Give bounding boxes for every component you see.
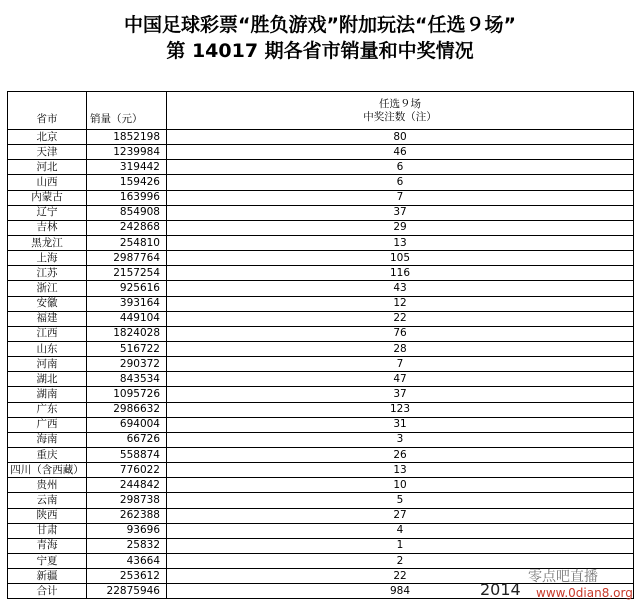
cell-sales: 843534 bbox=[87, 372, 167, 387]
cell-winners: 7 bbox=[167, 190, 634, 205]
cell-province: 云南 bbox=[8, 493, 87, 508]
table-row bbox=[8, 402, 634, 417]
cell-province: 吉林 bbox=[8, 220, 87, 235]
cell-sales: 694004 bbox=[87, 417, 167, 432]
cell-sales: 1824028 bbox=[87, 326, 167, 341]
cell-winners: 22 bbox=[167, 569, 634, 584]
cell-winners: 28 bbox=[167, 341, 634, 356]
title-line-2: 第 14017 期各省市销量和中奖情况 bbox=[166, 40, 474, 62]
cell-sales: 43664 bbox=[87, 553, 167, 568]
cell-province: 湖南 bbox=[8, 387, 87, 402]
table-row bbox=[8, 478, 634, 493]
table-row bbox=[8, 432, 634, 447]
cell-sales: 298738 bbox=[87, 493, 167, 508]
cell-province: 湖北 bbox=[8, 372, 87, 387]
table-row bbox=[8, 190, 634, 205]
cell-winners: 29 bbox=[167, 220, 634, 235]
table-row bbox=[8, 281, 634, 296]
cell-sales: 449104 bbox=[87, 311, 167, 326]
table-row bbox=[8, 205, 634, 220]
cell-sales: 854908 bbox=[87, 205, 167, 220]
table-row bbox=[8, 357, 634, 372]
table-row bbox=[8, 235, 634, 250]
header-renxuan-line1: 任选９场 bbox=[379, 97, 421, 110]
header-renxuan-line2: 中奖注数（注） bbox=[363, 110, 437, 123]
cell-province: 青海 bbox=[8, 538, 87, 553]
table-row bbox=[8, 160, 634, 175]
cell-province: 合计 bbox=[8, 584, 87, 599]
cell-province: 黑龙江 bbox=[8, 235, 87, 250]
table-row bbox=[8, 417, 634, 432]
cell-winners: 105 bbox=[167, 251, 634, 266]
cell-province: 陕西 bbox=[8, 508, 87, 523]
cell-winners: 37 bbox=[167, 387, 634, 402]
cell-sales: 516722 bbox=[87, 341, 167, 356]
table-row bbox=[8, 387, 634, 402]
cell-sales: 1239984 bbox=[87, 145, 167, 160]
cell-winners: 80 bbox=[167, 130, 634, 145]
table-row bbox=[8, 296, 634, 311]
table-row bbox=[8, 447, 634, 462]
cell-winners: 6 bbox=[167, 160, 634, 175]
cell-province: 四川（含西藏） bbox=[8, 463, 87, 478]
cell-sales: 93696 bbox=[87, 523, 167, 538]
cell-sales: 253612 bbox=[87, 569, 167, 584]
cell-sales: 1852198 bbox=[87, 130, 167, 145]
cell-province: 福建 bbox=[8, 311, 87, 326]
table-row bbox=[8, 251, 634, 266]
date-text: 2014 bbox=[480, 580, 521, 599]
cell-province: 上海 bbox=[8, 251, 87, 266]
cell-winners: 76 bbox=[167, 326, 634, 341]
cell-winners: 4 bbox=[167, 523, 634, 538]
cell-province: 广西 bbox=[8, 417, 87, 432]
cell-province: 江苏 bbox=[8, 266, 87, 281]
cell-sales: 393164 bbox=[87, 296, 167, 311]
cell-sales: 22875946 bbox=[87, 584, 167, 599]
cell-sales: 244842 bbox=[87, 478, 167, 493]
cell-province: 山东 bbox=[8, 341, 87, 356]
cell-winners: 116 bbox=[167, 266, 634, 281]
table-row bbox=[8, 311, 634, 326]
cell-sales: 2157254 bbox=[87, 266, 167, 281]
header-renxuan bbox=[167, 92, 634, 130]
cell-sales: 1095726 bbox=[87, 387, 167, 402]
cell-winners: 43 bbox=[167, 281, 634, 296]
cell-province: 山西 bbox=[8, 175, 87, 190]
cell-winners: 7 bbox=[167, 357, 634, 372]
cell-province: 河北 bbox=[8, 160, 87, 175]
header-province: 省市 bbox=[8, 92, 87, 130]
cell-province: 广东 bbox=[8, 402, 87, 417]
cell-sales: 163996 bbox=[87, 190, 167, 205]
cell-sales: 262388 bbox=[87, 508, 167, 523]
cell-winners: 10 bbox=[167, 478, 634, 493]
table-row bbox=[8, 175, 634, 190]
cell-province: 河南 bbox=[8, 357, 87, 372]
cell-winners: 46 bbox=[167, 145, 634, 160]
cell-sales: 319442 bbox=[87, 160, 167, 175]
header-sales: 销量（元） bbox=[87, 92, 167, 130]
table-row bbox=[8, 326, 634, 341]
cell-winners: 12 bbox=[167, 296, 634, 311]
table-row bbox=[8, 493, 634, 508]
cell-winners: 5 bbox=[167, 493, 634, 508]
cell-winners: 22 bbox=[167, 311, 634, 326]
cell-province: 内蒙古 bbox=[8, 190, 87, 205]
cell-winners: 1 bbox=[167, 538, 634, 553]
cell-province: 贵州 bbox=[8, 478, 87, 493]
cell-sales: 558874 bbox=[87, 447, 167, 462]
cell-sales: 159426 bbox=[87, 175, 167, 190]
cell-sales: 66726 bbox=[87, 432, 167, 447]
table-row bbox=[8, 341, 634, 356]
cell-winners: 6 bbox=[167, 175, 634, 190]
watermark-url: www.0dian8.org bbox=[536, 586, 633, 600]
table-row bbox=[8, 266, 634, 281]
table-row bbox=[8, 538, 634, 553]
cell-winners: 13 bbox=[167, 235, 634, 250]
cell-sales: 254810 bbox=[87, 235, 167, 250]
cell-province: 甘肃 bbox=[8, 523, 87, 538]
cell-winners: 31 bbox=[167, 417, 634, 432]
cell-winners: 2 bbox=[167, 553, 634, 568]
table-row bbox=[8, 463, 634, 478]
table-row bbox=[8, 145, 634, 160]
cell-province: 海南 bbox=[8, 432, 87, 447]
cell-province: 安徽 bbox=[8, 296, 87, 311]
table-row bbox=[8, 508, 634, 523]
table-row bbox=[8, 130, 634, 145]
cell-province: 天津 bbox=[8, 145, 87, 160]
cell-sales: 776022 bbox=[87, 463, 167, 478]
cell-winners: 13 bbox=[167, 463, 634, 478]
cell-winners: 47 bbox=[167, 372, 634, 387]
sales-table bbox=[7, 91, 634, 599]
cell-winners: 37 bbox=[167, 205, 634, 220]
cell-winners: 984 bbox=[167, 584, 634, 599]
cell-sales: 925616 bbox=[87, 281, 167, 296]
cell-province: 重庆 bbox=[8, 447, 87, 462]
cell-winners: 3 bbox=[167, 432, 634, 447]
cell-sales: 290372 bbox=[87, 357, 167, 372]
table-row bbox=[8, 523, 634, 538]
cell-sales: 2986632 bbox=[87, 402, 167, 417]
cell-sales: 242868 bbox=[87, 220, 167, 235]
title-line-1: 中国足球彩票“胜负游戏”附加玩法“任选９场” bbox=[124, 14, 516, 36]
cell-winners: 26 bbox=[167, 447, 634, 462]
table-row bbox=[8, 220, 634, 235]
cell-winners: 123 bbox=[167, 402, 634, 417]
cell-province: 浙江 bbox=[8, 281, 87, 296]
cell-province: 北京 bbox=[8, 130, 87, 145]
cell-sales: 2987764 bbox=[87, 251, 167, 266]
watermark-text: 零点吧直播 bbox=[528, 569, 598, 585]
cell-province: 辽宁 bbox=[8, 205, 87, 220]
cell-sales: 25832 bbox=[87, 538, 167, 553]
table-row bbox=[8, 372, 634, 387]
cell-province: 宁夏 bbox=[8, 553, 87, 568]
cell-winners: 27 bbox=[167, 508, 634, 523]
cell-province: 新疆 bbox=[8, 569, 87, 584]
cell-province: 江西 bbox=[8, 326, 87, 341]
table-header-row bbox=[8, 92, 634, 130]
